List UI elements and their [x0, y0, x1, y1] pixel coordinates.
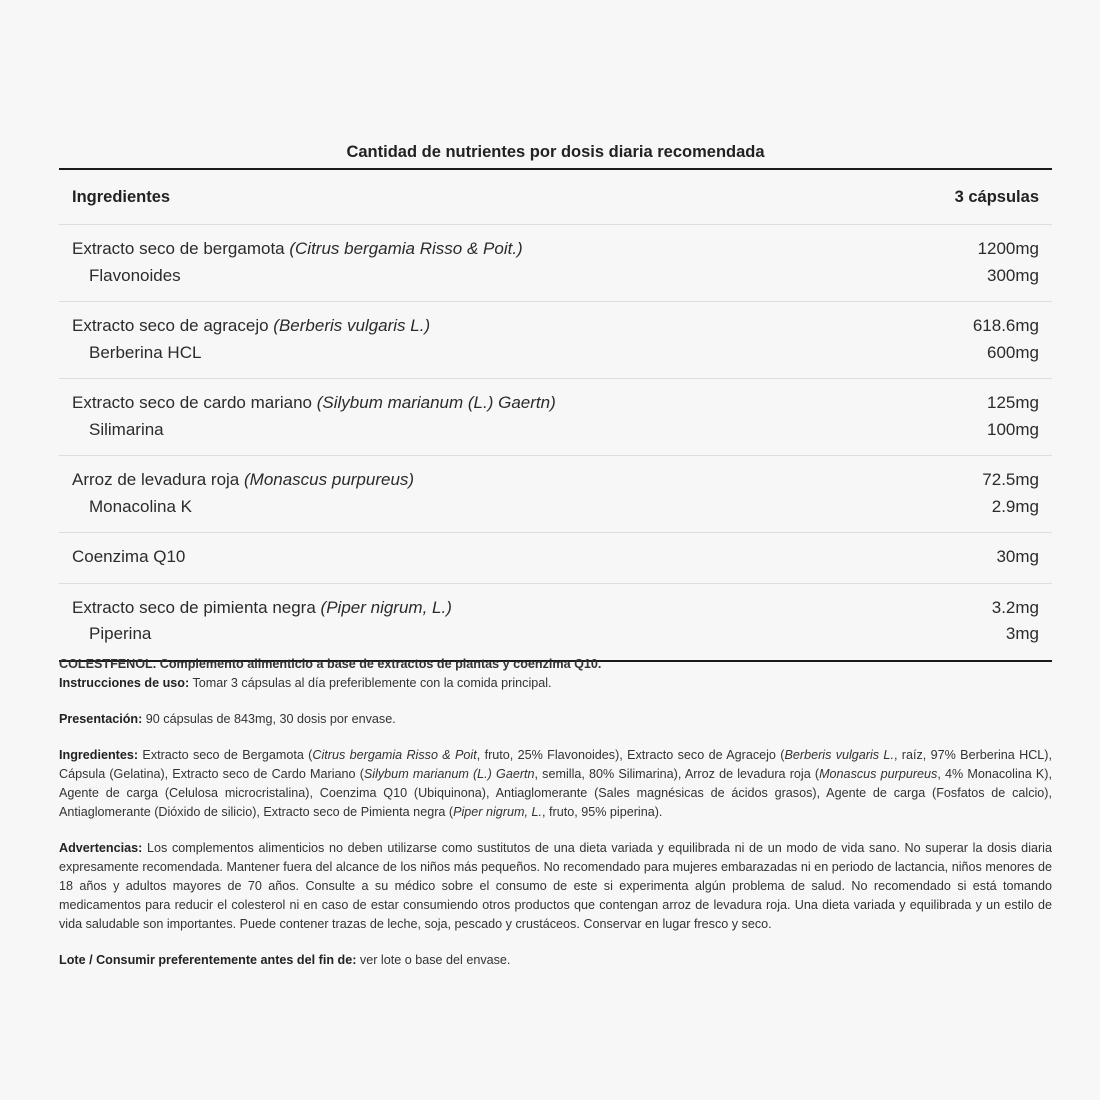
ingredient-amount: 1200mg: [977, 239, 1039, 259]
ingredient-name: Extracto seco de pimienta negra (Piper nigrum, L.): [72, 597, 452, 617]
ingredient-text-segment: , fruto, 95% piperina).: [542, 805, 663, 819]
label-notes: [59, 655, 1052, 987]
sub-ingredient-name: Silimarina: [89, 419, 164, 439]
ingredient-latin: (Berberis vulgaris L.): [273, 316, 431, 336]
ingredient-amount: 618.6mg: [972, 316, 1039, 336]
ingredient-name: Extracto seco de bergamota (Citrus bergamia Risso & Poit.): [72, 239, 523, 259]
ingredient-name: Extracto seco de agracejo (Berberis vulgaris L.): [72, 316, 431, 336]
ingredients-paragraph: [59, 746, 1052, 822]
presentation-text: 90 cápsulas de 843mg, 30 dosis por envase.: [142, 712, 396, 726]
ingredient-latin-name: Citrus bergamia Risso & Poit: [312, 748, 477, 762]
ingredient-latin-name: Silybum marianum (L.) Gaertn: [363, 767, 535, 781]
table-row: [59, 225, 1052, 302]
product-description: COLESTFENOL. Complemento alimenticio a base de extractos de plantas y coenzima Q10.: [59, 657, 602, 671]
sub-ingredient-name: Piperina: [89, 624, 152, 644]
table-row: [59, 584, 1052, 660]
ingredient-latin-name: Berberis vulgaris L.: [784, 748, 894, 762]
lot-paragraph: [59, 951, 1052, 970]
ingredient-latin-name: Monascus purpureus: [819, 767, 938, 781]
sub-ingredient-name: Flavonoides: [89, 265, 181, 285]
usage-text: Tomar 3 cápsulas al día preferiblemente con la comida principal.: [189, 676, 552, 690]
sub-ingredient-name: Berberina HCL: [89, 342, 202, 362]
ingredient-latin: (Piper nigrum, L.): [320, 597, 452, 617]
warnings-text: Los complementos alimenticios no deben utilizarse como sustitutos de una dieta variada y equilibrada ni de un modo de vida sano. No superar la dosis diaria expresamente recomendada. Mantener fuera del alcance de los niños más pequeños. No recomendado para mujeres embarazadas ni en periodo de lactancia, niños menores de 18 años y adultos mayores de 70 años. Consulte a su médico sobre el consumo de este si experimenta algún problema de salud. No recomendado si está tomando medicamentos para reducir el colesterol ni en caso de estar consumiendo otros productos que contengan arroz de levadura roja. Una dieta variada y equilibrada y un estilo de vida saludable son importantes. Puede contener trazas de leche, soja, pescado y crustáceos. Conservar en lugar fresco y seco.: [59, 841, 1052, 931]
product-usage-paragraph: [59, 655, 1052, 693]
ingredient-amount: 3.2mg: [991, 597, 1039, 617]
lot-label: Lote / Consumir preferentemente antes del fin de:: [59, 953, 357, 967]
ingredient-text-segment: , raíz, 97% Berberina HCL), Cápsula (Gelatina), Extracto seco de Cardo Mariano (: [59, 748, 1053, 781]
nutrient-table: [59, 168, 1052, 662]
sub-ingredient-amount: 2.9mg: [991, 496, 1039, 516]
sub-ingredient-amount: 300mg: [987, 265, 1039, 285]
ingredient-name: Coenzima Q10: [72, 547, 186, 567]
ingredient-amount: 72.5mg: [982, 470, 1039, 490]
table-row: [59, 533, 1052, 584]
table-header: [59, 170, 1052, 225]
ingredients-label: Ingredientes:: [59, 748, 139, 762]
ingredient-latin: (Silybum marianum (L.) Gaertn): [316, 393, 556, 413]
warnings-paragraph: [59, 839, 1052, 934]
lot-text: ver lote o base del envase.: [356, 953, 511, 967]
ingredients-text: [59, 748, 1052, 819]
header-dose: 3 cápsulas: [954, 187, 1039, 206]
ingredient-text-segment: , fruto, 25% Flavonoides), Extracto seco de Agracejo (: [476, 748, 785, 762]
sub-ingredient-amount: 100mg: [987, 419, 1039, 439]
presentation-label: Presentación:: [59, 712, 143, 726]
ingredient-text-segment: , semilla, 80% Silimarina), Arroz de levadura roja (: [534, 767, 820, 781]
header-ingredients: Ingredientes: [72, 187, 171, 206]
sub-ingredient-name: Monacolina K: [89, 496, 193, 516]
table-row: [59, 302, 1052, 379]
ingredient-name: Extracto seco de cardo mariano (Silybum marianum (L.) Gaertn): [72, 393, 556, 413]
ingredient-latin: (Monascus purpureus): [244, 470, 415, 490]
ingredient-latin: (Citrus bergamia Risso & Poit.): [289, 239, 523, 259]
ingredient-text-segment: Extracto seco de Bergamota (: [138, 748, 313, 762]
sub-ingredient-amount: 600mg: [987, 342, 1039, 362]
table-row: [59, 456, 1052, 533]
sub-ingredient-amount: 3mg: [1005, 624, 1039, 644]
presentation-paragraph: [59, 710, 1052, 729]
warnings-label: Advertencias:: [59, 841, 143, 855]
ingredient-amount: 125mg: [987, 393, 1039, 413]
table-row: [59, 379, 1052, 456]
ingredient-latin-name: Piper nigrum, L.: [453, 805, 542, 819]
table-caption: Cantidad de nutrientes por dosis diaria recomendada: [346, 143, 765, 161]
ingredient-text-segment: , 4% Monacolina K), Agente de carga (Celulosa microcristalina), Coenzima Q10 (Ubiquinona), Antiaglomerante (Sales magnésicas de ácidos grasos), Agente de carga (Fosfatos de calcio), Antiaglomerante (Dióxido de silicio), Extracto seco de Pimienta negra (: [59, 767, 1052, 819]
ingredient-amount: 30mg: [996, 547, 1039, 567]
ingredient-name: Arroz de levadura roja (Monascus purpureus): [72, 470, 415, 490]
usage-label: Instrucciones de uso:: [59, 676, 190, 690]
